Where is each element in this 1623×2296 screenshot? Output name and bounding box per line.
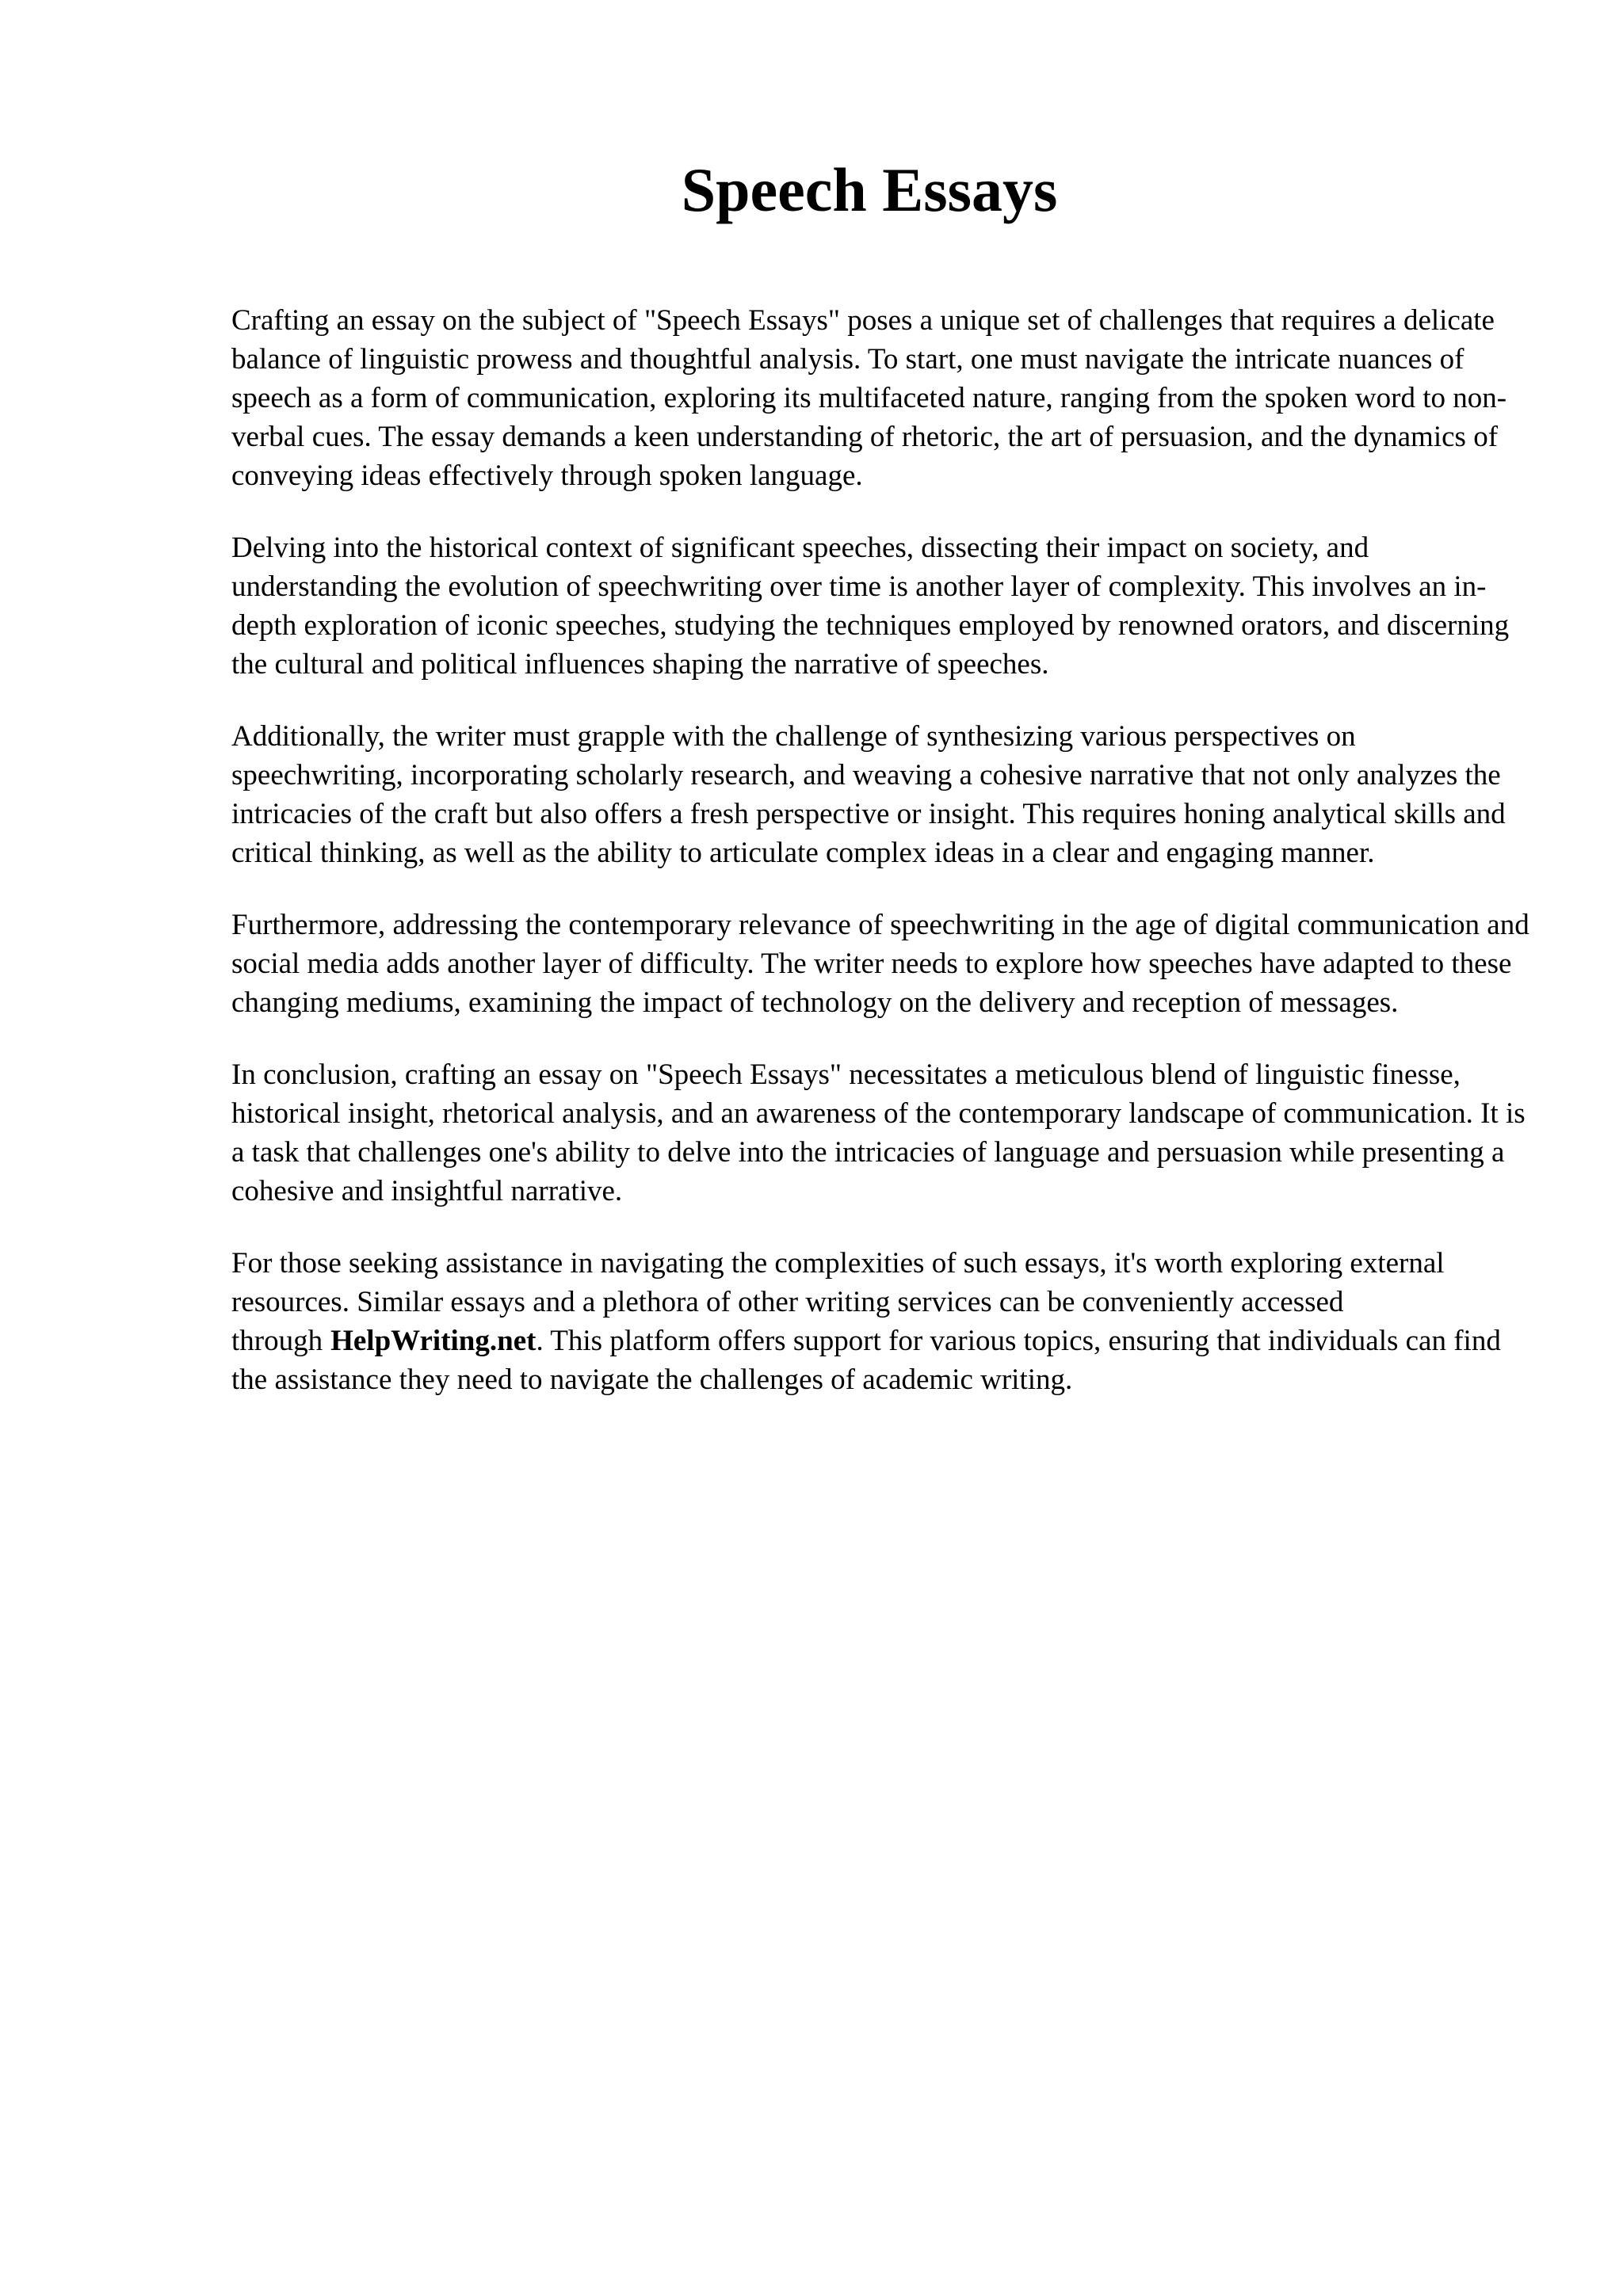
paragraph-3: Additionally, the writer must grapple with the challenge of synthesizing various perspectives on speechwriting, incorporating scholarly research, and weaving a cohesive narrative that not only analyzes the intricacies of the craft but also offers a fresh perspective or insight. This requires honing analytical skills and critical thinking, as well as the ability to articulate complex ideas in a clear and engaging manner. — [231, 720, 1506, 869]
paragraph-6-text-after-link: . This platform offers support for various topics, ensuring that individuals can find the assistance they need to navigate the challenges of academic writing. — [231, 1325, 1501, 1396]
paragraph-4: Furthermore, addressing the contemporary relevance of speechwriting in the age of digital communication and social media adds another layer of difficulty. The writer needs to explore how speeches have adapted to these changing mediums, examining the impact of technology on the delivery and reception of messages. — [231, 909, 1529, 1019]
paragraph-2: Delving into the historical context of significant speeches, dissecting their impact on society, and understanding the evolution of speechwriting over time is another layer of complexity. This involves an in-depth exploration of iconic speeches, studying the techniques employed by renowned orators, and discerning the cultural and political influences shaping the narrative of speeches. — [231, 532, 1510, 681]
paragraph-5: In conclusion, crafting an essay on "Speech Essays" necessitates a meticulous blend of linguistic finesse, historical insight, rhetorical analysis, and an awareness of the contemporary landscape of communication. It is a task that challenges one's ability to delve into the intricacies of language and persuasion while presenting a cohesive and insightful narrative. — [231, 1058, 1526, 1207]
page-title: Speech Essays — [681, 155, 1058, 224]
essay-body — [231, 301, 1531, 1432]
paragraph-6 — [231, 1244, 1531, 1399]
helpwriting-link[interactable]: HelpWriting.net — [330, 1325, 537, 1357]
paragraph-1: Crafting an essay on the subject of "Speech Essays" poses a unique set of challenges that requires a delicate balance of linguistic prowess and thoughtful analysis. To start, one must navigate the intricate nuances of speech as a form of communication, exploring its multifaceted nature, ranging from the spoken word to non-verbal cues. The essay demands a keen understanding of rhetoric, the art of persuasion, and the dynamics of conveying ideas effectively through spoken language. — [231, 304, 1507, 492]
paragraph-6-text-before-link: For those seeking assistance in navigating the complexities of such essays, it's worth exploring external resources. Similar essays and a plethora of other writing services can be conveniently accessed through — [231, 1247, 1445, 1357]
